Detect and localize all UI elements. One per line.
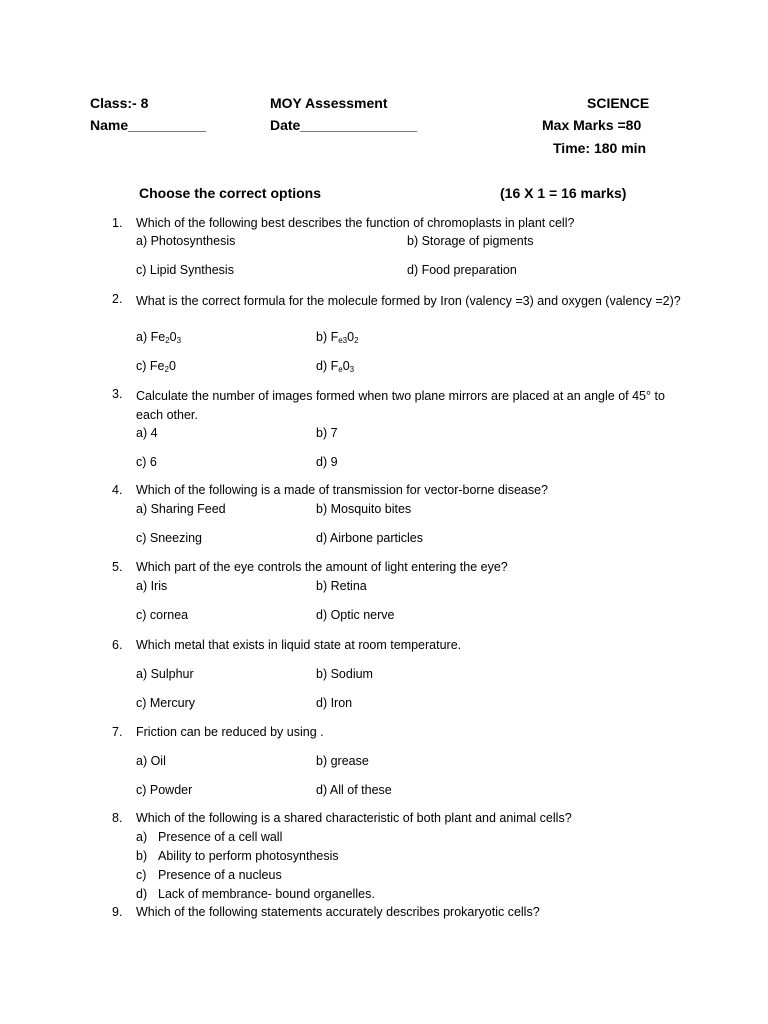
question-text: Calculate the number of images formed when two plane mirrors are placed at an angle of 45° to each other. bbox=[136, 389, 665, 422]
option-b: b) 7 bbox=[316, 426, 338, 440]
question-number: 1. bbox=[112, 216, 123, 230]
question-number: 9. bbox=[112, 905, 123, 919]
option-b: b) Storage of pigments bbox=[407, 234, 534, 248]
option-c: c) Powder bbox=[136, 783, 193, 797]
option-d-letter: d) bbox=[136, 887, 148, 901]
section-marks: (16 X 1 = 16 marks) bbox=[500, 185, 627, 201]
option-c: c) cornea bbox=[136, 608, 189, 622]
option-b: b) Retina bbox=[316, 579, 367, 593]
option-b: b) Sodium bbox=[316, 667, 373, 681]
option-d: d) Airbone particles bbox=[316, 531, 424, 545]
option-b: Ability to perform photosynthesis bbox=[158, 849, 339, 863]
option-c: c) Sneezing bbox=[136, 531, 203, 545]
question-text: Which of the following best describes the function of chromoplasts in plant cell? bbox=[136, 216, 575, 230]
section-title: Choose the correct options bbox=[139, 185, 322, 201]
option-b: b) grease bbox=[316, 754, 369, 768]
question-number: 3. bbox=[112, 387, 123, 401]
option-d: d) $F_e0_3$ bbox=[316, 359, 355, 374]
option-a: a) Sulphur bbox=[136, 667, 194, 681]
option-d: d) 9 bbox=[316, 455, 338, 469]
max-marks-label: Max Marks =80 bbox=[542, 117, 642, 133]
question-number: 5. bbox=[112, 560, 123, 574]
class-label: Class:- 8 bbox=[90, 95, 149, 111]
option-a: a) Iris bbox=[136, 579, 168, 593]
question-text: Which of the following is a made of transmission for vector-borne disease? bbox=[136, 483, 548, 497]
option-a: a) Sharing Feed bbox=[136, 502, 226, 516]
option-d: d) Food preparation bbox=[407, 263, 517, 277]
option-c-letter: c) bbox=[136, 868, 147, 882]
option-c: c) 6 bbox=[136, 455, 157, 469]
question-number: 4. bbox=[112, 483, 123, 497]
question-text: Which metal that exists in liquid state at room temperature. bbox=[136, 638, 462, 652]
option-a: a) Photosynthesis bbox=[136, 234, 236, 248]
question-text: Which of the following is a shared characteristic of both plant and animal cells? bbox=[136, 811, 572, 825]
option-d: d) Optic nerve bbox=[316, 608, 395, 622]
option-d: Lack of membrance- bound organelles. bbox=[158, 887, 375, 901]
option-c: Presence of a nucleus bbox=[158, 868, 282, 882]
question-number: 2. bbox=[112, 292, 123, 306]
assessment-title: MOY Assessment bbox=[270, 95, 388, 111]
option-b: b) Mosquito bites bbox=[316, 502, 412, 516]
question-text: Friction can be reduced by using . bbox=[136, 725, 324, 739]
question-number: 7. bbox=[112, 725, 123, 739]
option-c: c) Mercury bbox=[136, 696, 196, 710]
option-c: c) $Fe_20$ bbox=[136, 359, 176, 374]
option-a: a) 4 bbox=[136, 426, 158, 440]
question-text: What is the correct formula for the molecule formed by Iron (valency =3) and oxygen (valency =2)? bbox=[136, 294, 681, 308]
question-text: Which part of the eye controls the amount of light entering the eye? bbox=[136, 560, 508, 574]
option-d: d) All of these bbox=[316, 783, 392, 797]
question-text: Which of the following statements accurately describes prokaryotic cells? bbox=[136, 905, 540, 919]
option-a-letter: a) bbox=[136, 830, 148, 844]
date-label: Date_______________ bbox=[270, 117, 418, 133]
time-label: Time: 180 min bbox=[553, 140, 647, 156]
name-label: Name__________ bbox=[90, 117, 206, 133]
subject-label: SCIENCE bbox=[587, 95, 650, 111]
option-d: d) Iron bbox=[316, 696, 353, 710]
question-number: 8. bbox=[112, 811, 123, 825]
option-b: b) $F_{e3}0_2$ bbox=[316, 330, 359, 345]
option-a: Presence of a cell wall bbox=[158, 830, 283, 844]
question-number: 6. bbox=[112, 638, 123, 652]
option-a: a) $Fe_20_3$ bbox=[136, 330, 182, 345]
option-a: a) Oil bbox=[136, 754, 166, 768]
option-b-letter: b) bbox=[136, 849, 148, 863]
option-c: c) Lipid Synthesis bbox=[136, 263, 234, 277]
